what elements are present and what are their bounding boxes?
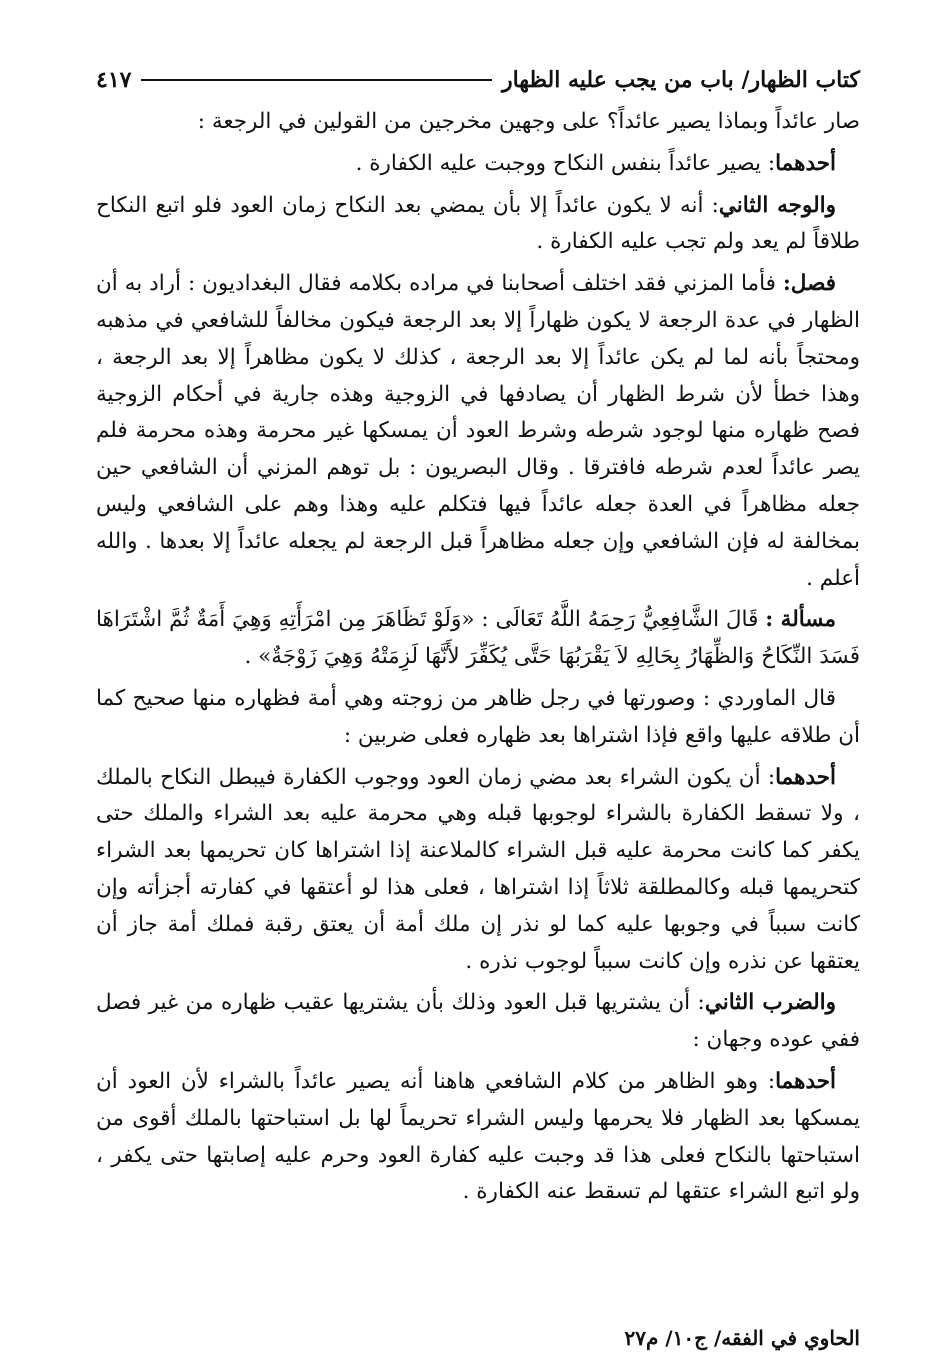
page-number: ٤١٧ [96, 67, 132, 93]
paragraph-lead: مسألة : [765, 607, 836, 633]
paragraph [96, 266, 860, 597]
paragraph-text: صار عائداً وبماذا يصير عائداً؟ على وجهين مخرجين من القولين في الرجعة : [197, 109, 860, 134]
paragraph-text: قال الماوردي : وصورتها في رجل ظاهر من زوجته وهي أمة فظهاره منها صحيح كما أن طلاقه عليها واقع فإذا اشتراها بعد ظهاره فعلى ضربين : [96, 685, 860, 748]
paragraph [96, 602, 860, 676]
paragraph [96, 760, 860, 981]
paragraph-lead: أحدهما [775, 1068, 836, 1094]
paragraph-lead: أحدهما [775, 150, 836, 176]
paragraph [96, 188, 860, 262]
paragraph [96, 104, 860, 141]
paragraph [96, 1064, 860, 1211]
paragraph-text: : أن يشتريها قبل العود وذلك بأن يشتريها عقيب ظهاره من غير فصل ففي عوده وجهان : [96, 990, 860, 1053]
paragraph [96, 985, 860, 1059]
paragraph-lead: أحدهما [775, 764, 836, 790]
paragraph-text: : يصير عائداً بنفس النكاح ووجبت عليه الكفارة . [355, 150, 776, 176]
running-header [96, 60, 860, 100]
paragraph-lead: والضرب الثاني [704, 990, 837, 1016]
paragraph [96, 681, 860, 755]
volume-signature: الحاوي في الفقه/ ج١٠/ م٢٧ [624, 1326, 860, 1350]
paragraph-text: : أن يكون الشراء بعد مضي زمان العود ووجوب الكفارة فيبطل النكاح بالملك ، ولا تسقط الكفارة بالشراء لوجوبها قبله وهي محرمة عليه بعد الشراء والملك حتى يكفر كما كانت محرمة عليه قبل الشراء كالملاعنة إذا اشتراها كان تحريمها بعد الشراء كتحريمها قبله وكالمطلقة ثلاثاً إذا اشتراها ، فعلى هذا لو أعتقها في كفارته أجزأته وإن كانت سبباً في وجوبها عليه كما لو نذر إن ملك أمة أن يعتق رقبة فملك أمة جاز أن يعتقها عن نذره وإن كانت سبباً لوجوب نذره . [96, 764, 861, 974]
page-body [96, 104, 860, 1211]
paragraph-text: : أنه لا يكون عائداً إلا بأن يمضي بعد النكاح زمان العود فلو اتبع النكاح طلاقاً لم يعد ولم تجب عليه الكفارة . [96, 192, 860, 255]
paragraph-lead: والوجه الثاني [718, 192, 836, 218]
paragraph-text: : وهو الظاهر من كلام الشافعي هاهنا أنه يصير عائداً بالشراء لأن العود أن يمسكها بعد الظهار فلا يحرمها وليس الشراء تحريماً لها بل استباحتها بالملك أقوى من استباحتها بالنكاح فعلى هذا قد وجبت عليه كفارة العود وحرم عليه إصابتها حتى يكفر ، ولو اتبع الشراء عتقها لم تسقط عنه الكفارة . [96, 1068, 860, 1205]
paragraph [96, 146, 860, 183]
paragraph-lead: فصل: [782, 271, 836, 297]
paragraph-text: قَالَ الشَّافِعِيُّ رَحِمَهُ اللَّهُ تَعَالَى : «وَلَوْ تَظَاهَرَ مِن امْرَأَتِهِ وَهِيَ أَمَةٌ ثُمَّ اشْتَرَاهَا فَسَدَ النِّكَاحُ وَالظِّهَارُ بِحَالِهِ لاَ يَقْرَبُهَا حَتَّى يُكَفِّرَ لأَنَّهَا لَزِمَتْهُ وَهِيَ زَوْجَةٌ» . [96, 607, 860, 670]
paragraph-text: فأما المزني فقد اختلف أصحابنا في مراده بكلامه فقال البغداديون : أراد به أن الظهار في عدة الرجعة لا يكون ظهاراً إلا بعد الرجعة فيكون مخالفاً للشافعي في مذهبه ومحتجاً بأنه لما لم يكن عائداً إلا بعد الرجعة ، كذلك لا يكون مظاهراً إلا بعد الرجعة ، وهذا خطأ لأن شرط الظهار أن يصادفها في الزوجية وهذه جارية في أحكام الزوجية فصح ظهاره منها لوجود شرطه وشرط العود أن يمسكها غير محرمة وهذه محرمة فلم يصر عائداً لعدم شرطه فافترقا . وقال البصريون : بل توهم المزني أن الشافعي حين جعله مظاهراً في العدة جعله عائداً فيها فتكلم عليه وهذا وهم على الشافعي وليس بمخالفة له فإن الشافعي وإن جعله مظاهراً قبل الرجعة لم يجعله عائداً إلا بعدها . والله أعلم . [96, 271, 861, 591]
header-rule [141, 79, 492, 81]
chapter-title: كتاب الظهار/ باب من يجب عليه الظهار [501, 67, 860, 93]
book-page [96, 60, 860, 1350]
